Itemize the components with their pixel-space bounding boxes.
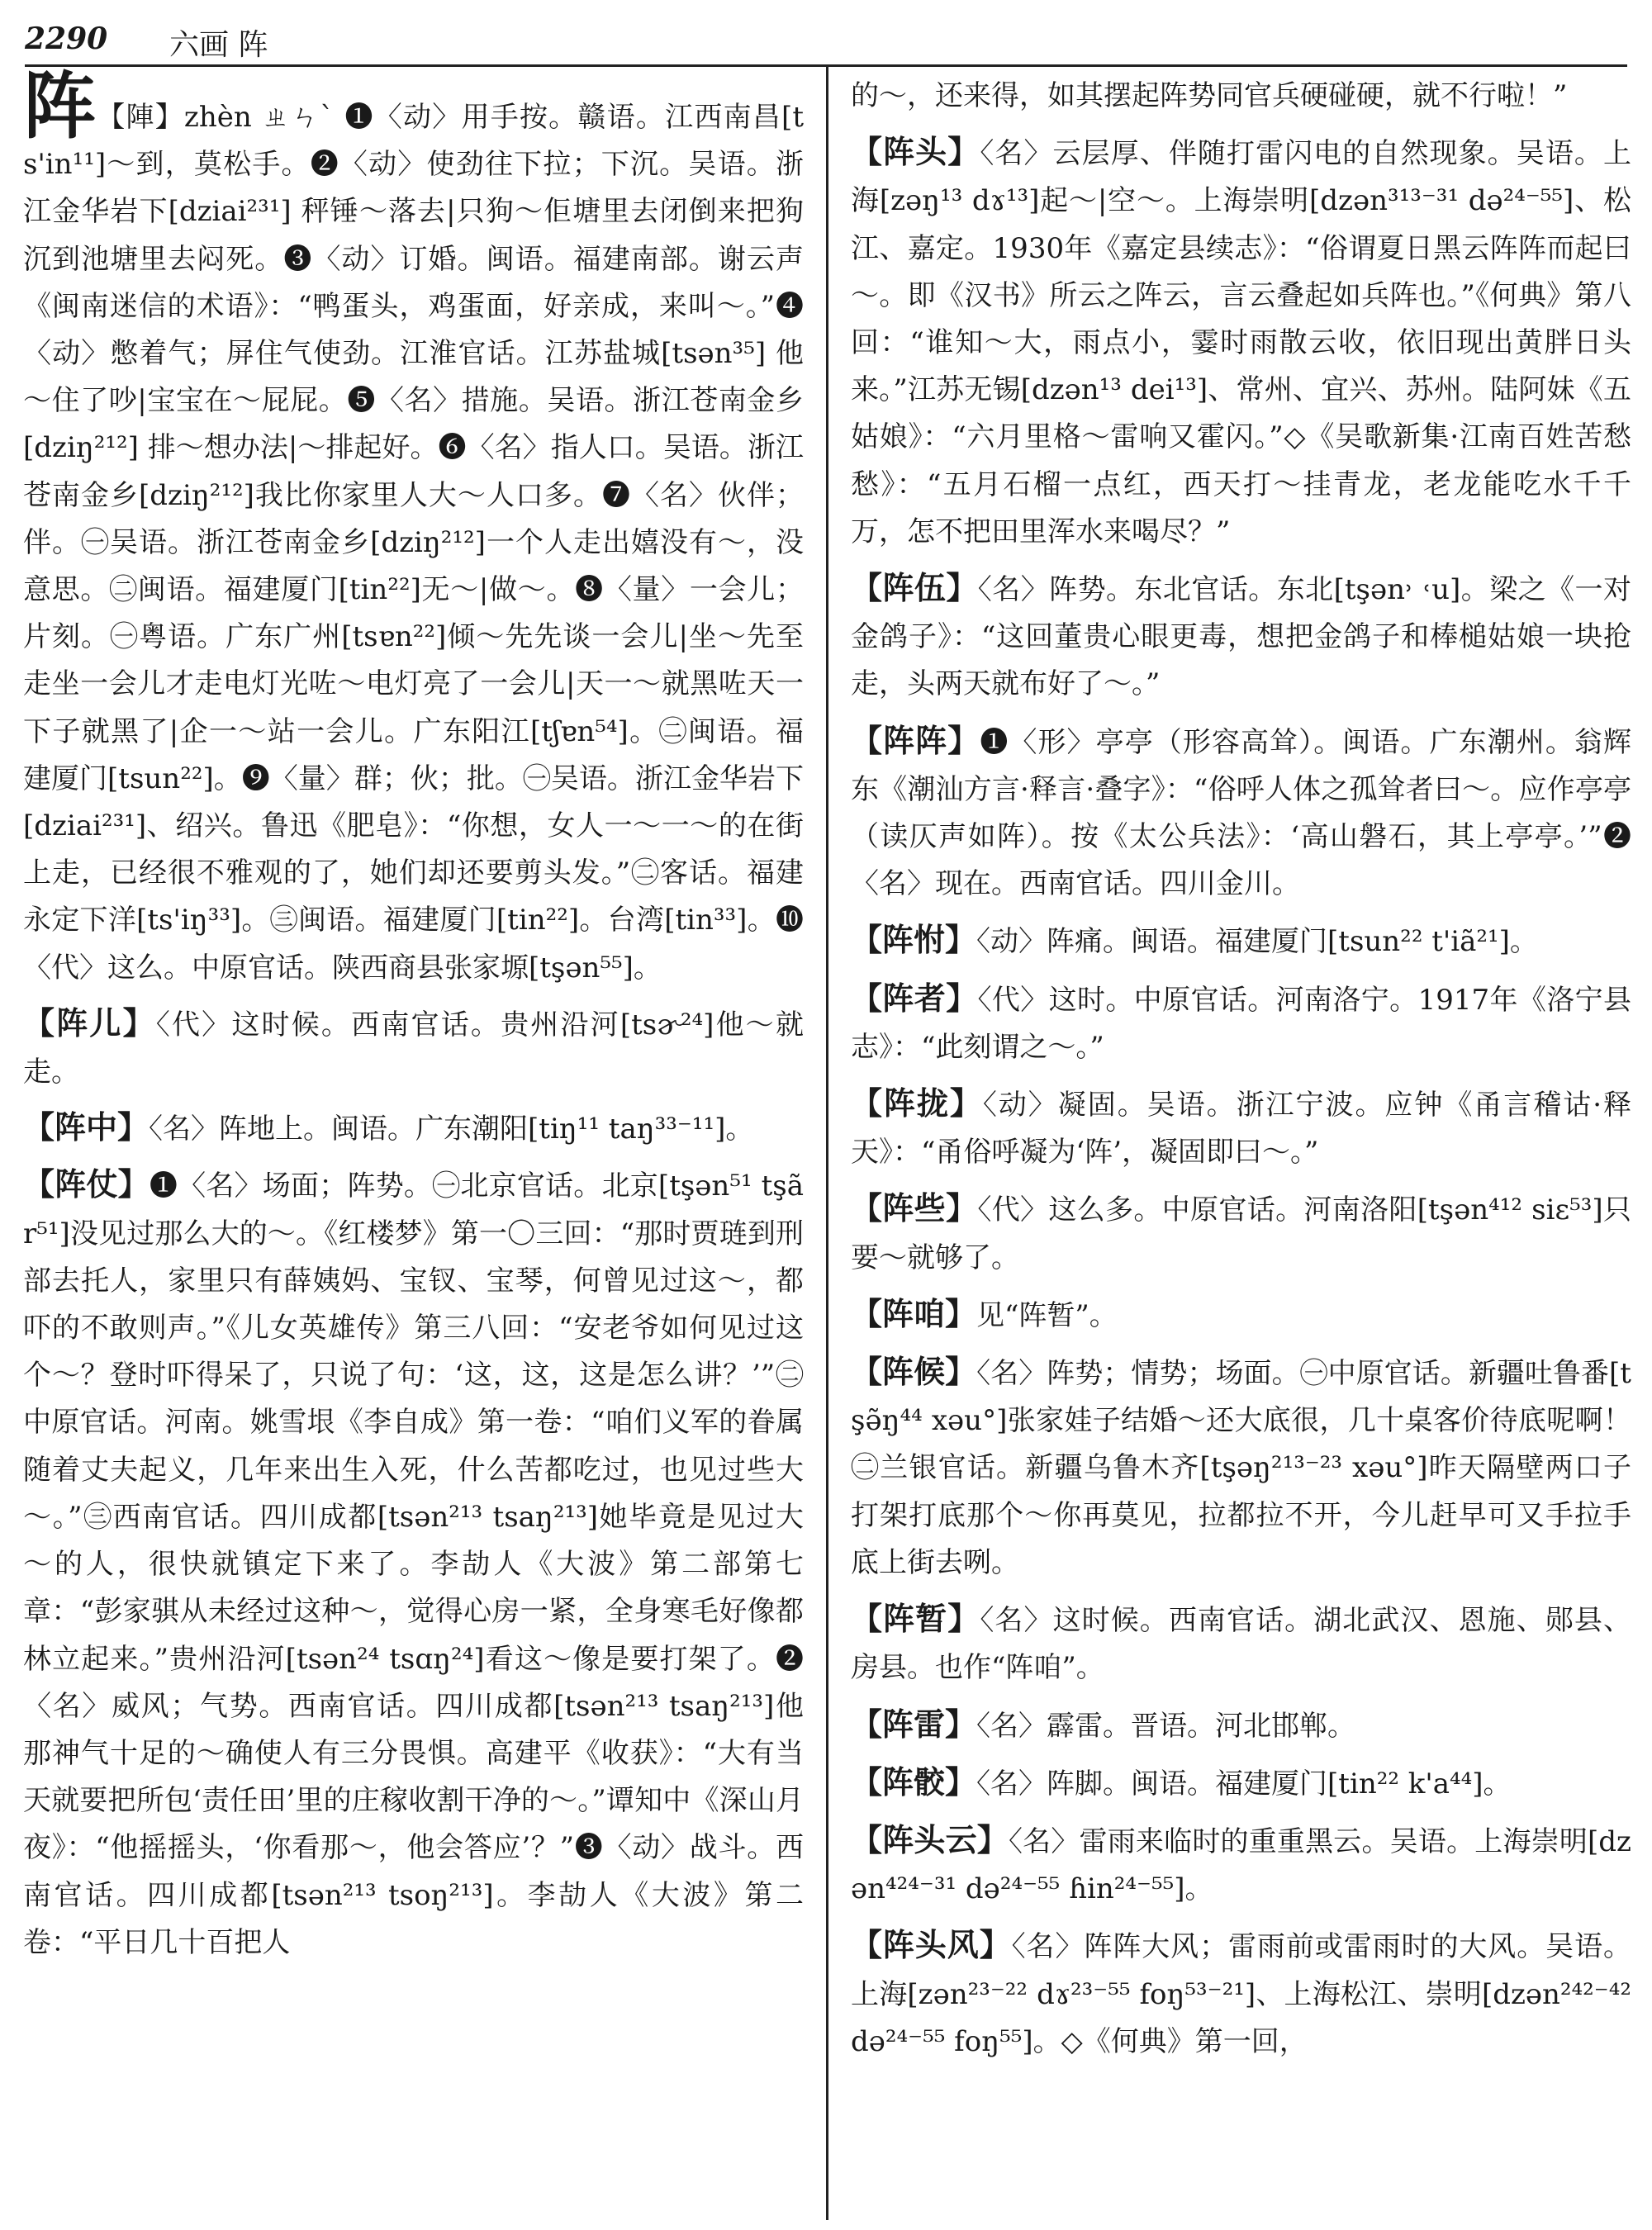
- entry-headword: 【阵仗】: [23, 1165, 150, 1203]
- entry-headword: 【阵拢】: [851, 1084, 983, 1122]
- headword-character: 阵: [23, 63, 97, 149]
- entry-text: 〈代〉这时。中原官话。河南洛宁。1917年《洛宁县志》：“此刻谓之～。”: [851, 983, 1631, 1064]
- dictionary-entry: [851, 1595, 1631, 1691]
- dictionary-entry: [851, 975, 1631, 1071]
- entry-headword: 【阵骹】: [851, 1763, 977, 1801]
- dictionary-entry: [23, 63, 804, 992]
- entry-headword: 【阵候】: [851, 1353, 977, 1391]
- dictionary-entry: [851, 1184, 1631, 1281]
- entry-headword: 【阵头】: [851, 133, 980, 171]
- dictionary-entry: [851, 564, 1631, 709]
- dictionary-entry: [851, 1079, 1631, 1176]
- entry-text: ❶〈名〉场面；阵势。㊀北京官话。北京[tşən⁵¹ tşãr⁵¹]没见过那么大的～。《红楼梦》第一〇三回：“那时贾琏到刑部去托人，家里只有薛姨妈、宝钗、宝琴，何曾见过这～，都吓的不敢则声。”《儿女英雄传》第三八回：“安老爷如何见过这个～？登时吓得呆了，只说了句：‘这，这，这是怎么讲？’”㊁中原官话。河南。姚雪垠《李自成》第一卷：“咱们义军的眷属随着丈夫起义，几年来出生入死，什么苦都吃过，也见过些大～。”㊂西南官话。四川成都[tsən²¹³ tsaŋ²¹³]她毕竟是见过大～的人，很快就镇定下来了。李劼人《大波》第二部第七章：“彭家骐从未经过这种～，觉得心房一紧，全身寒毛好像都林立起来。”贵州沿河[tsən²⁴ tsɑŋ²⁴]看这～像是要打架了。❷〈名〉威风；气势。西南官话。四川成都[tsən²¹³ tsaŋ²¹³]他那神气十足的～确使人有三分畏惧。高建平《收获》：“大有当天就要把所包‘责任田’里的庄稼收割干净的～。”谭知中《深山月夜》：“他摇摇头，‘你看那～，他会答应’？”❸〈动〉战斗。西南官话。四川成都[tsən²¹³ tsoŋ²¹³]。李劼人《大波》第二卷：“平日几十百把人: [23, 1170, 804, 1959]
- dictionary-entry: [851, 1290, 1631, 1340]
- entry-headword: 【阵儿】: [23, 1004, 156, 1041]
- entry-headword: 【阵头云】: [851, 1820, 1009, 1858]
- dictionary-entry: [851, 128, 1631, 556]
- entry-headword: 【阵者】: [851, 979, 978, 1017]
- dictionary-entry: [851, 717, 1631, 909]
- entry-headword: 【阵暂】: [851, 1600, 980, 1638]
- entry-headword: 【阵些】: [851, 1189, 978, 1227]
- entry-headword: 【阵头风】: [851, 1926, 1012, 1964]
- entry-text: 〈名〉这时候。西南官话。湖北武汉、恩施、郧县、房县。也作“阵咱”。: [851, 1604, 1631, 1685]
- entry-text: 〈名〉阵脚。闽语。福建厦门[tin²² k'a⁴⁴]。: [976, 1767, 1512, 1801]
- dictionary-entry: [851, 1758, 1631, 1808]
- entry-headword: 【阵伍】: [851, 569, 978, 607]
- entry-text: 见“阵暂”。: [976, 1298, 1118, 1332]
- entry-text: 〈名〉阵势。东北官话。东北[tşən˒ ˓u]。梁之《一对金鸽子》：“这回董贵心眼更毒，想把金鸽子和棒槌姑娘一块抢走，头两天就布好了～。”: [851, 573, 1631, 701]
- entry-text: 〈名〉阵地上。闽语。广东潮阳[tiŋ¹¹ taŋ³³⁻¹¹]。: [149, 1113, 754, 1146]
- entry-headword: 【阵阵】: [851, 721, 980, 759]
- entry-text: 〈名〉阵势；情势；场面。㊀中原官话。新疆吐鲁番[tşə̃ŋ⁴⁴ xəu°]张家娃子结婚～还大底很，几十桌客价待底呢啊！㊁兰银官话。新疆乌鲁木齐[tşəŋ²¹³⁻²³ xəu°]昨天隔壁两口子打架打底那个～你再莫见，拉都拉不开，今儿赶早可又手拉手底上街去咧。: [851, 1357, 1631, 1579]
- dictionary-entry: [23, 999, 804, 1096]
- dictionary-entry: [851, 1816, 1631, 1913]
- page-number: 2290: [25, 21, 108, 56]
- section-label: 六画 阵: [169, 28, 268, 62]
- entry-headword: 【阵雷】: [851, 1705, 977, 1743]
- entry-headword: 【阵中】: [23, 1108, 150, 1146]
- entry-text: 〈代〉这么多。中原官话。河南洛阳[tşən⁴¹² siɛ⁵³]只要～就够了。: [851, 1193, 1631, 1274]
- entry-text: 〈名〉雷雨来临时的重重黑云。吴语。上海崇明[dzən⁴²⁴⁻³¹ də²⁴⁻⁵⁵ ɦin²⁴⁻⁵⁵]。: [851, 1824, 1631, 1906]
- entry-text: 【陣】zhèn ㄓㄣˋ ❶〈动〉用手按。赣语。江西南昌[ts'in¹¹]～到，莫松手。❷〈动〉使劲往下拉；下沉。吴语。浙江金华岩下[dziai²³¹] 秤锤～落去|只狗～佢塘里去闭倒来把狗沉到池塘里去闷死。❸〈动〉订婚。闽语。福建南部。谢云声《闽南迷信的术语》：“鸭蛋头，鸡蛋面，好亲成，来叫～。”❹〈动〉憋着气；屏住气使劲。江淮官话。江苏盐城[tsən³⁵] 他～住了吵|宝宝在～屁屁。❺〈名〉措施。吴语。浙江苍南金乡[dziŋ²¹²] 排～想办法|～排起好。❻〈名〉指人口。吴语。浙江苍南金乡[dziŋ²¹²]我比你家里人大～人口多。❼〈名〉伙伴；伴。㊀吴语。浙江苍南金乡[dziŋ²¹²]一个人走出嬉没有～，没意思。㊁闽语。福建厦门[tin²²]无～|做～。❽〈量〉一会儿；片刻。㊀粤语。广东广州[tsɐn²²]倾～先先谈一会儿|坐～先至走坐一会儿才走电灯光咗～电灯亮了一会儿|天一～就黑咗天一下子就黑了|企一～站一会儿。广东阳江[tʃɐn⁵⁴]。㊁闽语。福建厦门[tsun²²]。❾〈量〉群；伙；批。㊀吴语。浙江金华岩下[dziai²³¹]、绍兴。鲁迅《肥皂》：“你想，女人一～一～的在街上走，已经很不雅观的了，她们却还要剪头发。”㊁客话。福建永定下洋[ts'iŋ³³]。㊂闽语。福建厦门[tin²²]。台湾[tin³³]。❿〈代〉这么。中原官话。陕西商县张家塬[tşən⁵⁵]。: [23, 101, 804, 985]
- entry-headword: 【阵咱】: [851, 1294, 977, 1332]
- entry-text: 〈名〉阵阵大风；雷雨前或雷雨时的大风。吴语。上海[zən²³⁻²² dɤ²³⁻⁵⁵ foŋ⁵³⁻²¹]、上海松江、崇明[dzən²⁴²⁻⁴² də²⁴⁻⁵⁵ foŋ⁵⁵]。◇《何典》第一回，: [851, 1930, 1631, 2058]
- entry-text: 〈动〉凝固。吴语。浙江宁波。应钟《甬言稽诂·释天》：“甬俗呼凝为‘阵’，凝固即曰～。”: [851, 1089, 1631, 1170]
- dictionary-entry: [851, 1348, 1631, 1587]
- entry-text: ❶〈形〉亭亭（形容高耸）。闽语。广东潮州。翁辉东《潮汕方言·释言·叠字》：“俗呼人体之孤耸者曰～。应作亭亭（读仄声如阵）。按《太公兵法》：‘高山磐石，其上亭亭。’”❷〈名〉现在。西南官话。四川金川。: [851, 725, 1631, 901]
- left-column: [23, 63, 804, 1967]
- entry-headword: 【阵㤔】: [851, 921, 977, 959]
- entry-text: 〈名〉霹雷。晋语。河北邯郸。: [976, 1709, 1356, 1743]
- entry-text: 〈代〉这时候。西南官话。贵州沿河[tsɚ²⁴]他～就走。: [23, 1008, 804, 1089]
- entry-text: 〈动〉阵痛。闽语。福建厦门[tsun²² t'iã²¹]。: [976, 925, 1538, 959]
- entry-text: 〈名〉云层厚、伴随打雷闪电的自然现象。吴语。上海[zəŋ¹³ dɤ¹³]起～|空～。上海崇明[dzən³¹³⁻³¹ də²⁴⁻⁵⁵]、松江、嘉定。1930年《嘉定县续志》：“俗谓夏日黑云阵阵而起曰～。即《汉书》所云之阵云，言云叠起如兵阵也。”《何典》第八回：“谁知～大，雨点小，霎时雨散云收，依旧现出黄胖日头来。”江苏无锡[dzən¹³ dei¹³]、常州、宜兴、苏州。陆阿妹《五姑娘》：“六月里格～雷响又霍闪。”◇《吴歌新集·江南百姓苦愁愁》：“五月石榴一点红，西天打～挂青龙，老龙能吃水千千万，怎不把田里浑水来喝尽？”: [851, 137, 1631, 548]
- dictionary-entry: [851, 916, 1631, 966]
- dictionary-entry: [851, 1701, 1631, 1750]
- dictionary-entry-continued: [851, 73, 1631, 120]
- right-column: [851, 73, 1631, 2066]
- column-divider: [826, 64, 828, 2220]
- dictionary-entry: [23, 1103, 804, 1153]
- entry-text: 的～，还来得，如其摆起阵势同官兵硬碰硬，就不行啦！”: [851, 79, 1568, 112]
- dictionary-entry: [23, 1160, 804, 1966]
- page-header: [25, 21, 1627, 61]
- dictionary-entry: [851, 1921, 1631, 2066]
